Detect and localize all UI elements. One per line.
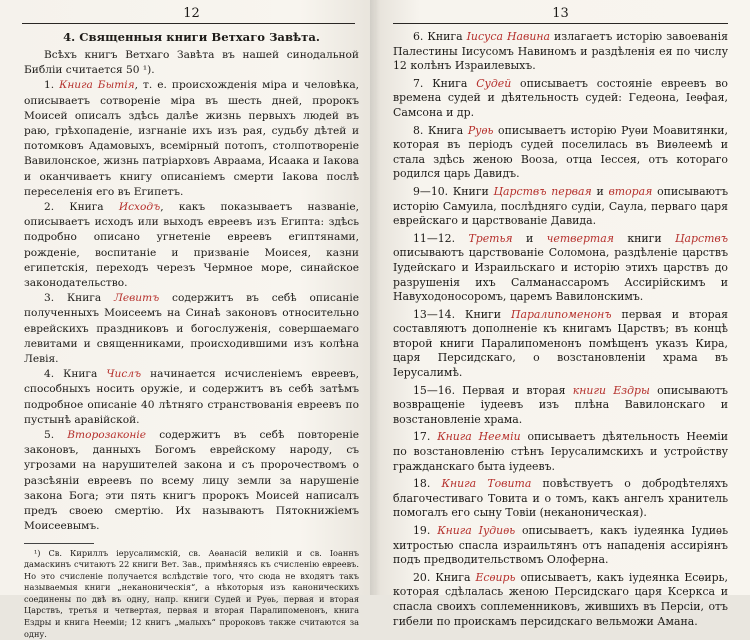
intro-paragraph: Всѣхъ книгъ Ветхаго Завѣта въ нашей синодальной Библіи считается 50 ¹). <box>24 48 359 78</box>
paragraph: 7. Книга Судей описываетъ состояніе евреевъ во времена судей и дѣятельность судей: Гедеона, Іеѳфая, Самсона и др. <box>393 77 728 121</box>
paragraph: 1. Книга Бытія, т. е. происхожденія міра и человѣка, описываетъ сотвореніе міра въ шесть дней, пророкъ Моисей описалъ здѣсь далѣе жизнь первыхъ людей въ раю, грѣхопаденіе, изгнаніе ихъ изъ рая, судьбу дѣтей и потомковъ Адамовыхъ, всемірный потопъ, столпотвореніе Вавилонское, жизнь патріарховъ Авраама, Исаака и Іакова и оканчиваетъ книгу описаніемъ смерти Іакова послѣ переселенія его въ Египетъ. <box>24 78 359 200</box>
page-number: 13 <box>393 6 728 23</box>
paragraph: 18. Книга Товита повѣствуетъ о добродѣтеляхъ благочестиваго Товита и о томъ, какъ ангелъ хранитель помогалъ его сыну Товіи (неканоническая). <box>393 477 728 521</box>
footnote-divider <box>24 543 94 544</box>
right-page <box>375 0 750 595</box>
footnote: ¹) Св. Кириллъ іерусалимскій, св. Аѳанасій великій и св. Іоаннъ дамаскинъ считаютъ 22 книги Вет. Зав., примѣняясь къ счисленію евреевъ. Но это счисленіе получается вслѣдствіе того, что сюда не входятъ такъ называемыя книги „неканоническія“, а нѣкоторыя изъ каноническихъ соединены по двѣ въ одну, напр. книги Судей и Руѳь, первая и вторая Царствъ, третья и четвертая, первая и вторая Паралипоменонъ, книга Ездры и книга Нееміи; 12 книгъ „малыхъ“ пророковъ также считаются за одну. <box>24 548 359 640</box>
paragraph: 11—12. Третья и четвертая книги Царствъ описываютъ царствованіе Соломона, раздѣленіе царствъ Іудейскаго и Израильскаго и исторію этихъ царствъ до разрушенія ихъ Салманассаромъ Ассирійскимъ и Навуходоносоромъ, царемъ Вавилонскимъ. <box>393 232 728 305</box>
paragraph: 17. Книга Нееміи описываетъ дѣятельность Нееміи по возстановленію стѣнъ Іерусалимскихъ и устройству гражданскаго быта іудеевъ. <box>393 430 728 474</box>
paragraph: 2. Книга Исходъ, какъ показываетъ названіе, описываетъ исходъ или выходъ евреевъ изъ Египта: здѣсь подробно описано угнетеніе евреевъ египтянами, рожденіе, воспитаніе и призваніе Моисея, казни египетскія, переходъ черезъ Чермное море, синайское законодательство. <box>24 200 359 291</box>
paragraph: 8. Книга Руѳь описываетъ исторію Руѳи Моавитянки, которая въ періодъ судей поселилась въ Виѳлеемѣ и стала здѣсь женою Вооза, отца Іессея, отъ котораго родился царь Давидъ. <box>393 124 728 182</box>
left-page <box>0 0 375 595</box>
paragraph: 4. Книга Числъ начинается исчисленіемъ евреевъ, способныхъ носить оружіе, и содержитъ въ себѣ затѣмъ подробное описаніе 40 лѣтняго странствованія евреевъ по пустынѣ аравійской. <box>24 367 359 428</box>
header-rule <box>393 23 728 24</box>
paragraph: 5. Второзаконіе содержитъ въ себѣ повтореніе законовъ, данныхъ Богомъ еврейскому народу, съ угрозами на нарушителей закона и съ пророчествомъ о разсѣяніи евреевъ по всему лицу земли за нарушеніе закона Бога; эти пять книгъ пророкъ Моисей написалъ предъ своею смертію. Их называютъ Пятокнижіемъ Моисеевымъ. <box>24 428 359 534</box>
section-heading: 4. Священныя книги Ветхаго Завѣта. <box>24 30 359 44</box>
paragraph: 15—16. Первая и вторая книги Ездры описываютъ возвращеніе іудеевъ изъ плѣна Вавилонскаго и возстановленіе храма. <box>393 384 728 428</box>
paragraph: 19. Книга Іудиѳь описываетъ, какъ іудеянка Іудиѳь хитростью спасла израильтянъ отъ нападенія ассиріянъ подъ предводительствомъ Олоферна. <box>393 524 728 568</box>
paragraph: 3. Книга Левитъ содержитъ въ себѣ описаніе полученныхъ Моисеемъ на Синаѣ законовъ относительно еврейскихъ праздниковъ и богослуженія, совершаемаго левитами и священниками, происходившими изъ колѣна Левія. <box>24 291 359 367</box>
page-number: 12 <box>24 6 359 23</box>
paragraph: 20. Книга Есѳирь описываетъ, какъ іудеянка Есѳирь, которая сдѣлалась женою Персидскаго царя Ксеркса и спасла своихъ соплеменниковъ, жившихъ въ Персіи, отъ гибели по проискамъ персидскаго вельможи Амана. <box>393 571 728 629</box>
left-body <box>24 48 359 535</box>
paragraph: 9—10. Книги Царствъ первая и вторая описываютъ исторію Самуила, послѣдняго судіи, Саула, перваго царя еврейскаго и царствованіе Давида. <box>393 185 728 229</box>
paragraph: 13—14. Книги Паралипоменонъ первая и вторая составляютъ дополненіе къ книгамъ Царствъ; въ концѣ второй книги Паралипоменонъ помѣщенъ указъ Кира, царя Персидскаго, о возстановленіи храма въ Іерусалимѣ. <box>393 308 728 381</box>
book-gutter <box>370 0 380 595</box>
paragraph: 6. Книга Іисуса Навина излагаетъ исторію завоеванія Палестины Іисусомъ Навиномъ и раздѣленія ея по числу 12 колѣнъ Израилевыхъ. <box>393 30 728 74</box>
right-body <box>393 30 728 629</box>
header-rule <box>22 23 355 24</box>
